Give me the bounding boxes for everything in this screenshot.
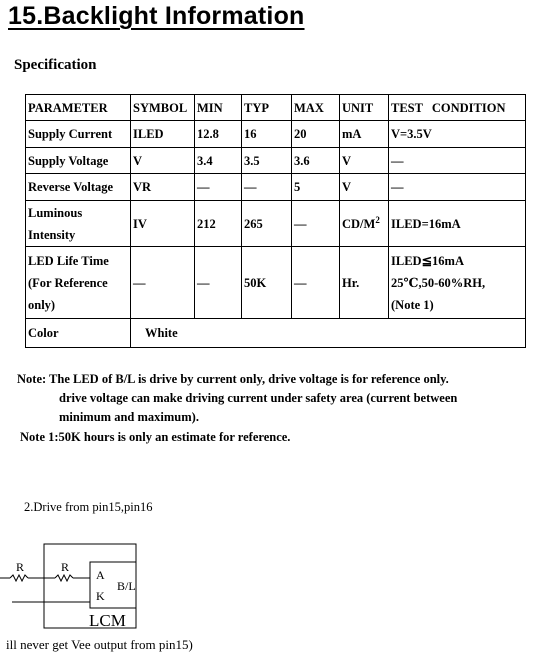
table-row — [26, 121, 526, 148]
param-line: (For Reference — [28, 275, 108, 290]
cell-unit: mA — [340, 121, 389, 148]
cell-max: 3.6 — [292, 148, 340, 174]
header-symbol: SYMBOL — [131, 95, 195, 121]
specification-heading: Specification — [14, 57, 97, 73]
note-line: drive voltage can make driving current under safety area (current between — [59, 391, 458, 405]
header-unit: UNIT — [340, 95, 389, 121]
param-line: Intensity — [28, 227, 76, 242]
param-line: LED Life Time — [28, 253, 109, 268]
cell-max: — — [292, 247, 340, 319]
header-test-condition: TEST CONDITION — [389, 95, 526, 121]
header-parameter: PARAMETER — [26, 95, 131, 121]
cell-min: — — [195, 174, 242, 201]
header-min: MIN — [195, 95, 242, 121]
cell-condition: ILED=16mA — [389, 201, 526, 247]
cell-min: 212 — [195, 201, 242, 247]
backlight-spec-table — [25, 94, 526, 348]
backlight-label: B/L — [117, 579, 136, 593]
cell-condition: — — [389, 174, 526, 201]
cell-max: — — [292, 201, 340, 247]
cell-max: 5 — [292, 174, 340, 201]
cell-unit: Hr. — [340, 247, 389, 319]
cell-typ: 3.5 — [242, 148, 292, 174]
cell-param: Reverse Voltage — [26, 174, 131, 201]
pin-k-label: K — [96, 589, 105, 603]
table-row — [26, 148, 526, 174]
cell-condition: — — [389, 148, 526, 174]
note-line: minimum and maximum). — [59, 410, 199, 424]
cell-color-value: White — [131, 319, 526, 348]
cell-symbol: — — [131, 247, 195, 319]
table-header-row — [26, 95, 526, 121]
param-line: Luminous — [28, 205, 83, 220]
cell-param — [26, 247, 131, 319]
unit-base: CD/M — [342, 216, 376, 231]
cell-min: 3.4 — [195, 148, 242, 174]
cell-typ: 16 — [242, 121, 292, 148]
cell-typ: 265 — [242, 201, 292, 247]
table-row — [26, 319, 526, 348]
cell-typ: — — [242, 174, 292, 201]
condition-line: ILED≦16mA — [391, 253, 464, 268]
unit-superscript: 2 — [375, 214, 380, 225]
cell-typ: 50K — [242, 247, 292, 319]
param-line: only) — [28, 297, 56, 312]
cell-symbol: IV — [131, 201, 195, 247]
backlight-drive-circuit — [0, 540, 200, 635]
cell-param: Supply Voltage — [26, 148, 131, 174]
cell-param — [26, 201, 131, 247]
resistor-2 — [55, 575, 73, 581]
lcm-label: LCM — [89, 611, 126, 630]
cell-condition: V=3.5V — [389, 121, 526, 148]
resistor-2-label: R — [61, 560, 70, 574]
cell-min: 12.8 — [195, 121, 242, 148]
cell-min: — — [195, 247, 242, 319]
condition-line: (Note 1) — [391, 297, 434, 312]
drive-label: 2.Drive from pin15,pin16 — [24, 500, 153, 514]
cell-max: 20 — [292, 121, 340, 148]
header-typ: TYP — [242, 95, 292, 121]
cell-symbol: VR — [131, 174, 195, 201]
pin-a-label: A — [96, 568, 105, 582]
cell-param: Color — [26, 319, 131, 348]
table-row — [26, 247, 526, 319]
resistor-1 — [10, 575, 28, 581]
resistor-1-label: R — [16, 560, 25, 574]
cell-unit — [340, 201, 389, 247]
condition-line: 25℃,50-60%RH, — [391, 275, 486, 290]
table-row — [26, 201, 526, 247]
note-line: Note: The LED of B/L is drive by current only, drive voltage is for reference only. — [17, 372, 449, 386]
cell-symbol: ILED — [131, 121, 195, 148]
footer-text: ill never get Vee output from pin15) — [6, 637, 193, 652]
cell-param: Supply Current — [26, 121, 131, 148]
cell-unit: V — [340, 174, 389, 201]
cell-unit: V — [340, 148, 389, 174]
header-max: MAX — [292, 95, 340, 121]
page-title: 15.Backlight Information — [8, 2, 305, 30]
cell-condition — [389, 247, 526, 319]
table-row — [26, 174, 526, 201]
note-1: Note 1:50K hours is only an estimate for reference. — [20, 430, 291, 444]
cell-symbol: V — [131, 148, 195, 174]
